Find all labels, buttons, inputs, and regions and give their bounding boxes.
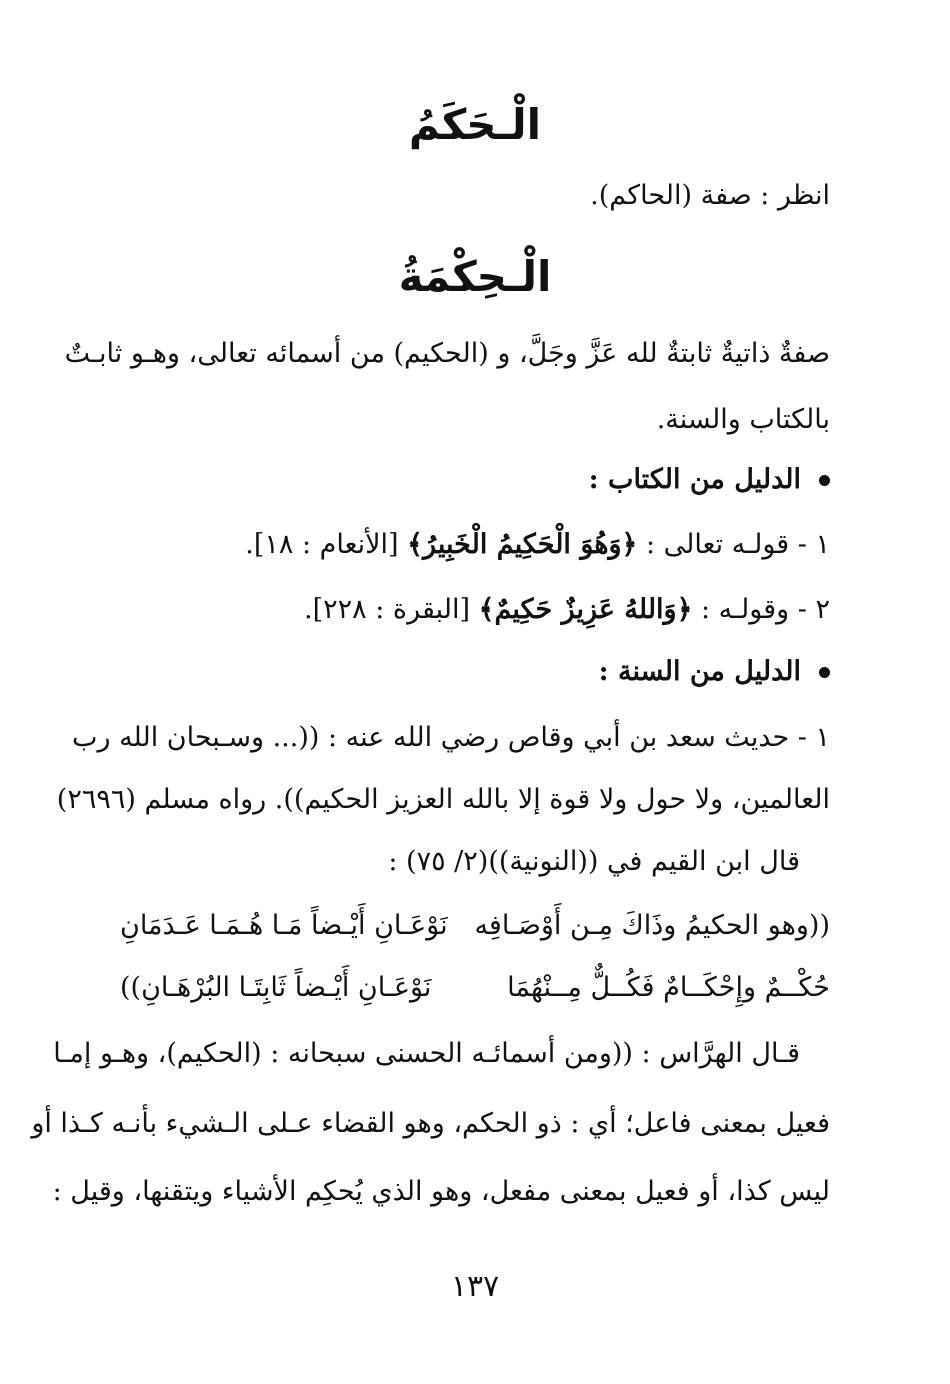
quran-item-1: [120, 525, 830, 565]
intro-line-2: بالكتاب والسنة.: [656, 404, 830, 435]
hadith-line-2: العالمين، ولا حول ولا قوة إلا بالله العزيز الحكيم)). رواه مسلم (٢٦٩٦): [56, 784, 830, 815]
verse-reference: [البقرة : ٢٢٨].: [304, 594, 479, 625]
bullet-icon: [819, 667, 830, 678]
bullet-icon: [819, 475, 830, 486]
sunnah-evidence-title: الدليل من السنة :: [598, 656, 801, 687]
poem-first-hemistich: حُكْــمٌ وإِحْكَــامٌ فَكُــلٌّ مِــنْهُمَا: [507, 972, 830, 1003]
ibn-qayyim-intro: قال ابن القيم في ((النونية))(٢/ ٧٥) :: [388, 846, 800, 877]
quran-verse: ﴿وَهُوَ الْحَكِيمُ الْخَبِيرُ﴾: [407, 529, 638, 560]
heading-al-hikmah: الْـحِكْمَةُ: [398, 252, 552, 301]
quran-verse: ﴿وَاللهُ عَزِيزٌ حَكِيمٌ﴾: [478, 594, 693, 625]
heading-al-hakam: الْـحَكَمُ: [408, 100, 542, 149]
intro-line-1: صفةٌ ذاتيةٌ ثابتةٌ لله عَزَّ وجَلَّ، و (الحكيم) من أسمائه تعالى، وهـو ثابـتٌ: [64, 338, 830, 369]
poem-first-hemistich: ((وهو الحكيمُ وذَاكَ مِـن أَوْصَـافِه: [474, 910, 830, 941]
harras-line-3: ليس كذا، أو فعيل بمعنى مفعل، وهو الذي يُحكِم الأشياء ويتقنها، وقيل :: [52, 1176, 830, 1207]
quran-evidence-heading: [120, 460, 830, 500]
poem-second-hemistich: نَوْعَـانِ أَيْـضاً مَـا هُـمَـا عَـدَمَانِ: [120, 910, 448, 941]
poem-second-hemistich: نَوْعَـانِ أَيْـضاً ثَابِتَـا البُرْهَـانِ)): [120, 972, 432, 1003]
item-number: ٢ -: [789, 594, 830, 625]
quran-evidence-title: الدليل من الكتاب :: [588, 464, 801, 495]
item-prefix: قولـه تعالى :: [637, 529, 790, 560]
item-prefix: وقولـه :: [692, 594, 790, 625]
sunnah-evidence-heading: [120, 652, 830, 692]
harras-line-1: قـال الهرَّاس : ((ومن أسمائـه الحسنى سبحانه : (الحكيم)، وهـو إمـا: [53, 1038, 800, 1069]
quran-item-2: [120, 590, 830, 630]
verse-reference: [الأنعام : ١٨].: [245, 529, 408, 560]
harras-line-2: فعيل بمعنى فاعل؛ أي : ذو الحكم، وهو القضاء عـلى الـشيء بأنـه كـذا أو: [31, 1108, 830, 1139]
see-also-note: انظر : صفة (الحاكم).: [590, 180, 830, 211]
page-number: ١٣٧: [450, 1269, 500, 1304]
item-number: ١ -: [789, 529, 830, 560]
hadith-line-1: ١ - حديث سعد بن أبي وقاص رضي الله عنه : ((... وسـبحان الله رب: [72, 722, 830, 753]
